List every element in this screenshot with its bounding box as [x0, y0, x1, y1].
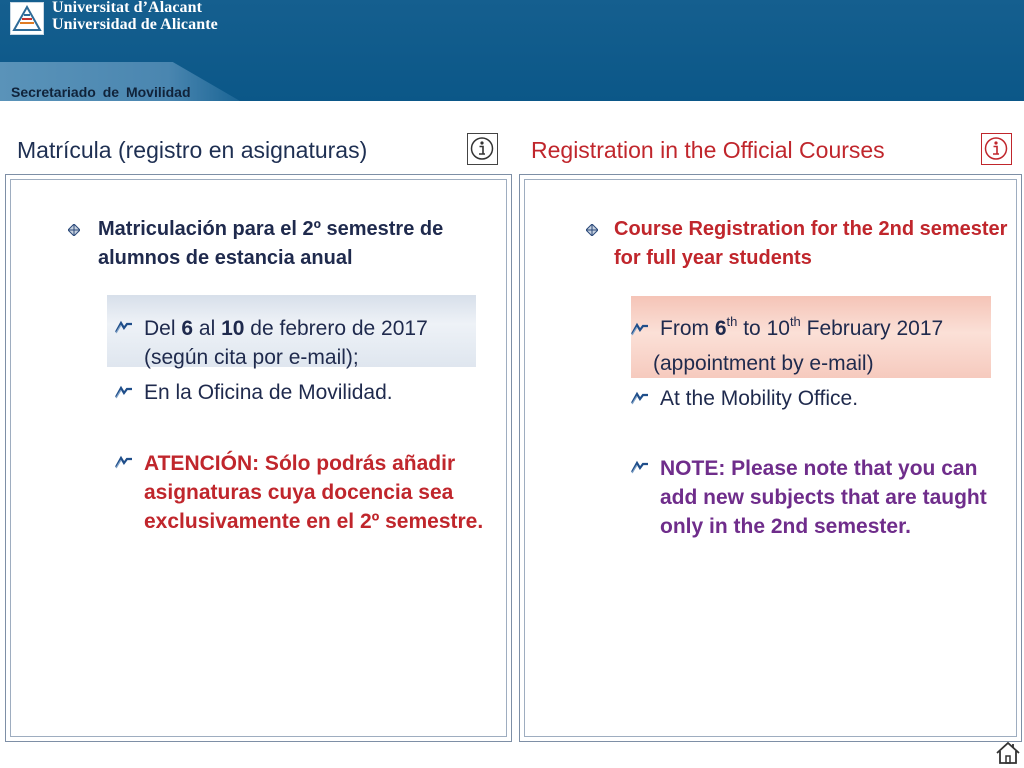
- arrow-bullet-icon: [631, 391, 649, 405]
- bullet-title-english: Course Registration for the 2nd semester for full year students: [614, 218, 1008, 269]
- arrow-bullet-icon: [115, 320, 133, 334]
- university-name-es: Universidad de Alicante: [52, 16, 218, 33]
- heading-spanish: Matrícula (registro en asignaturas): [17, 137, 368, 163]
- ordinal-suffix: th: [789, 314, 801, 329]
- day-start: 6: [714, 317, 727, 340]
- office-location-english: At the Mobility Office.: [660, 387, 859, 410]
- day-end: 10: [221, 317, 245, 340]
- note-english: NOTE: Please note that you can add new subjects that are taught only in the 2nd semester.: [660, 457, 987, 538]
- text-del: Del: [144, 317, 176, 340]
- appointment-note-spanish: (según cita por e-mail);: [144, 346, 359, 369]
- arrow-bullet-icon: [631, 460, 649, 474]
- text-from: From: [660, 317, 709, 340]
- university-name-ca: Universitat d’Alacant: [52, 0, 203, 16]
- header-banner: [0, 0, 1024, 101]
- department-name: Secretariado de Movilidad: [11, 84, 191, 100]
- office-location-spanish: En la Oficina de Movilidad.: [144, 381, 393, 404]
- heading-english: Registration in the Official Courses: [531, 137, 885, 163]
- attention-note-spanish: ATENCIÓN: Sólo podrás añadir asignaturas cuya docencia sea exclusivamente en el 2º semestre.: [144, 452, 484, 533]
- home-icon[interactable]: [995, 741, 1021, 765]
- diamond-bullet-icon: [586, 224, 598, 236]
- appointment-note-english: (appointment by e-mail): [653, 352, 874, 375]
- month-year: de febrero de 2017: [250, 317, 428, 340]
- day-start: 6: [181, 317, 194, 340]
- date-range-spanish: [144, 314, 428, 343]
- bullet-title-spanish: Matriculación para el 2º semestre de alumnos de estancia anual: [98, 218, 444, 269]
- arrow-bullet-icon: [631, 322, 649, 336]
- text-al: al: [198, 317, 216, 340]
- university-logo: [10, 2, 44, 35]
- diamond-bullet-icon: [68, 224, 80, 236]
- text-to: to 10: [743, 317, 790, 340]
- info-icon[interactable]: [467, 133, 498, 165]
- ordinal-suffix: th: [726, 314, 738, 329]
- arrow-bullet-icon: [115, 455, 133, 469]
- date-range-english: [660, 314, 943, 343]
- month-year: February 2017: [806, 317, 944, 340]
- arrow-bullet-icon: [115, 385, 133, 399]
- info-icon[interactable]: [981, 133, 1012, 165]
